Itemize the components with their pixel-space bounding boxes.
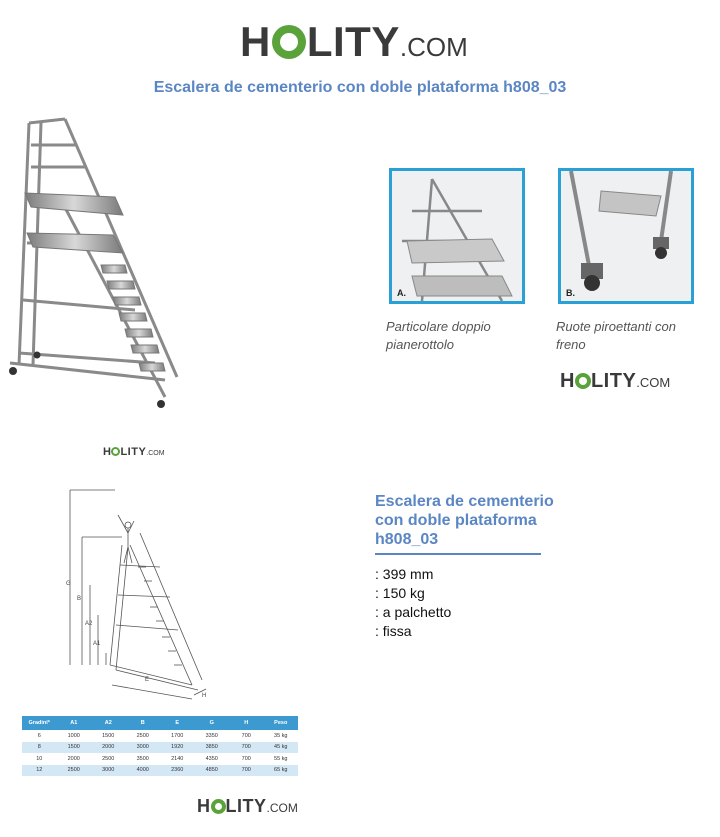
logo-lity: LITY bbox=[306, 18, 400, 65]
table-cell: 2500 bbox=[91, 753, 126, 765]
product-main-image bbox=[5, 115, 180, 415]
dim-label-g: G bbox=[66, 581, 71, 587]
table-cell: 1700 bbox=[160, 730, 195, 742]
table-cell: 2360 bbox=[160, 765, 195, 777]
holity-logo-small: H LITY .COM bbox=[560, 370, 671, 392]
table-cell: 700 bbox=[229, 730, 264, 742]
detail-image-b[interactable] bbox=[558, 168, 694, 304]
ladder-photo bbox=[5, 115, 180, 415]
holity-logo-tiny: H LITY .COM bbox=[103, 446, 165, 458]
table-cell: 35 kg bbox=[264, 730, 299, 742]
col-header: A1 bbox=[57, 716, 92, 730]
logo-o-icon bbox=[111, 447, 120, 456]
logo-h: H bbox=[240, 18, 271, 65]
product-title: Escalera de cementerio con doble plataforma h808_03 bbox=[375, 493, 554, 548]
table-cell: 55 kg bbox=[264, 753, 299, 765]
dim-label-a1: A1 bbox=[93, 641, 101, 647]
dim-label-b: B bbox=[77, 596, 82, 602]
table-cell: 4350 bbox=[195, 753, 230, 765]
detail-image-a[interactable] bbox=[389, 168, 525, 304]
dim-label-h: H bbox=[202, 693, 207, 699]
table-cell: 2000 bbox=[91, 742, 126, 754]
table-row bbox=[22, 742, 298, 754]
table-cell: 700 bbox=[229, 753, 264, 765]
specs-table-wrapper bbox=[22, 716, 298, 776]
table-cell: 10 bbox=[22, 753, 57, 765]
specs-header-row bbox=[22, 716, 298, 730]
page-title: Escalera de cementerio con doble plataforma h808_03 bbox=[153, 79, 567, 96]
logo-com: .COM bbox=[399, 32, 468, 62]
table-cell: 3000 bbox=[91, 765, 126, 777]
table-row bbox=[22, 730, 298, 742]
table-cell: 3000 bbox=[126, 742, 161, 754]
col-header: Gradini* bbox=[22, 716, 57, 730]
table-cell: 45 kg bbox=[264, 742, 299, 754]
double-landing-photo bbox=[392, 171, 522, 301]
table-cell: 1500 bbox=[57, 742, 92, 754]
technical-drawing bbox=[60, 485, 220, 700]
table-cell: 2140 bbox=[160, 753, 195, 765]
col-header: Peso bbox=[264, 716, 299, 730]
dim-label-a2: A2 bbox=[85, 621, 93, 627]
spec-line: : fissa bbox=[375, 623, 412, 639]
col-header: A2 bbox=[91, 716, 126, 730]
col-header: B bbox=[126, 716, 161, 730]
col-header: H bbox=[229, 716, 264, 730]
logo-o-icon bbox=[575, 373, 591, 389]
dim-label-e: E bbox=[145, 677, 150, 683]
title-divider bbox=[375, 553, 541, 555]
table-row bbox=[22, 753, 298, 765]
spec-line: : 150 kg bbox=[375, 585, 425, 601]
col-header: E bbox=[160, 716, 195, 730]
logo-o-icon bbox=[211, 799, 226, 814]
table-cell: 4850 bbox=[195, 765, 230, 777]
table-cell: 12 bbox=[22, 765, 57, 777]
holity-logo[interactable] bbox=[240, 18, 468, 66]
table-cell: 6 bbox=[22, 730, 57, 742]
spec-line: : a palchetto bbox=[375, 604, 452, 620]
table-row bbox=[22, 765, 298, 777]
table-cell: 2500 bbox=[126, 730, 161, 742]
table-cell: 3850 bbox=[195, 742, 230, 754]
table-cell: 8 bbox=[22, 742, 57, 754]
detail-caption-a: Particolare doppio pianerottolo bbox=[386, 319, 491, 352]
table-cell: 4000 bbox=[126, 765, 161, 777]
detail-letter-a: A. bbox=[397, 288, 406, 298]
table-cell: 2000 bbox=[57, 753, 92, 765]
table-cell: 1920 bbox=[160, 742, 195, 754]
table-cell: 65 kg bbox=[264, 765, 299, 777]
table-cell: 1500 bbox=[91, 730, 126, 742]
table-cell: 700 bbox=[229, 765, 264, 777]
spec-line: : 399 mm bbox=[375, 566, 434, 582]
table-cell: 3350 bbox=[195, 730, 230, 742]
caster-wheel-photo bbox=[561, 171, 691, 301]
holity-logo-footer: H LITY .COM bbox=[197, 796, 298, 816]
table-cell: 2500 bbox=[57, 765, 92, 777]
detail-caption-b: Ruote piroettanti con freno bbox=[556, 319, 676, 352]
table-cell: 700 bbox=[229, 742, 264, 754]
logo-o-icon bbox=[272, 25, 306, 59]
detail-letter-b: B. bbox=[566, 288, 575, 298]
specs-table bbox=[22, 716, 298, 776]
col-header: G bbox=[195, 716, 230, 730]
table-cell: 3500 bbox=[126, 753, 161, 765]
table-cell: 1000 bbox=[57, 730, 92, 742]
